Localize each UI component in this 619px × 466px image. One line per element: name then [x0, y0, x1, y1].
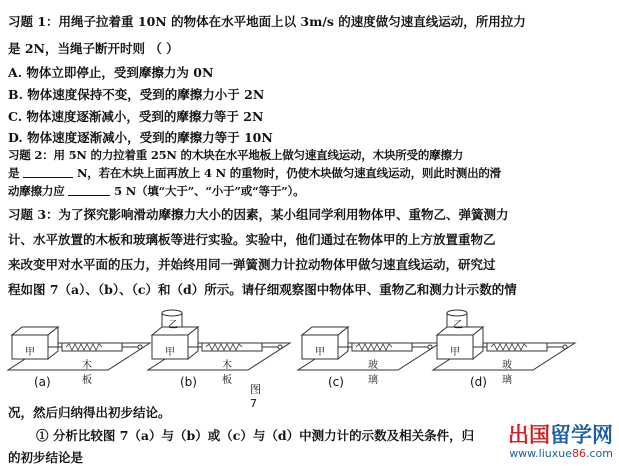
exercise2-line2-start: 是: [8, 166, 20, 180]
option-b: B. 物体速度保持不变，受到的摩擦力小于 2N: [8, 87, 265, 102]
exercise3-line5: 况，然后归纳得出初步结论。: [8, 405, 171, 420]
watermark-main-a: 出国: [508, 423, 550, 447]
panel-label: (d): [470, 375, 487, 389]
block-label: 甲: [25, 347, 35, 358]
watermark-url-c: .com: [586, 447, 613, 460]
block-jia: [12, 327, 58, 359]
surface-label: 木板: [222, 360, 232, 386]
exercise3-line6: ① 分析比较图 7（a）与（b）或（c）与（d）中测力计的示数及相关条件，归: [36, 428, 475, 443]
exercise3-line3: 来改变甲对水平面的压力，并始终用同一弹簧测力计拉动物体甲做匀速直线运动，研究过: [8, 257, 496, 272]
figure-caption: 图 7: [250, 383, 261, 410]
watermark-url[interactable]: [509, 447, 613, 460]
exercise2-line2-end: N，若在木块上面再放上 4 N 的重物时，仍使木块做匀速直线运动，则此时测出的滑: [76, 166, 501, 180]
surface-label: 玻璃: [502, 360, 512, 386]
watermark-url-a: www.liuxue: [509, 447, 572, 460]
option-c: C. 物体速度逐渐减小，受到的摩擦力等于 2N: [8, 109, 264, 124]
panel-label: (b): [180, 375, 197, 389]
exercise2-line1: 习题 2：用 5N 的力拉着重 25N 的木块在水平地板上做匀速直线运动，木块所受的摩擦力: [8, 148, 464, 162]
panel-label: (a): [34, 375, 51, 389]
exercise3-line4: 程如图 7（a）、（b）、（c）和（d）所示。请仔细观察图中物体甲、重物乙和测力计示数的情: [8, 282, 517, 297]
option-a: A. 物体立即停止，受到摩擦力为 0N: [8, 65, 214, 80]
block-label: 甲: [450, 347, 460, 358]
exercise2-line2: [8, 165, 501, 181]
watermark-logo: [508, 419, 613, 449]
weight-label: 乙: [453, 320, 463, 331]
surface-label: 木板: [82, 360, 92, 386]
watermark-main-b: 留学网: [550, 423, 613, 447]
figure-7-drawing: [0, 305, 619, 395]
answer-blank-2[interactable]: [68, 184, 110, 196]
block-jia: [302, 327, 348, 359]
answer-blank-1[interactable]: [23, 166, 73, 178]
watermark-url-b: 86: [572, 447, 586, 460]
exercise2-line3-end: 5 N（填“大于”、“小于”或“等于”）。: [114, 184, 305, 198]
block-label: 甲: [165, 347, 175, 358]
exercise1-line2: 是 2N，当绳子断开时则 （ ）: [8, 41, 179, 56]
surface-label: 玻璃: [368, 360, 378, 386]
exercise3-line1: 习题 3：为了探究影响滑动摩擦力大小的因素，某小组同学利用物体甲、重物乙、弹簧测力: [8, 207, 509, 222]
panel-label: (c): [328, 375, 344, 389]
exercise2-line3: [8, 183, 304, 199]
exercise1-line1: 习题 1：用绳子拉着重 10N 的物体在水平地面上以 3m/s 的速度做匀速直线运动，所用拉力: [8, 14, 526, 29]
option-d: D. 物体速度逐渐减小，受到的摩擦力等于 10N: [8, 130, 273, 145]
exercise2-line3-start: 动摩擦力应: [8, 184, 65, 198]
block-jia: [437, 327, 483, 359]
block-jia: [152, 327, 198, 359]
exercise3-line2: 计、水平放置的木板和玻璃板等进行实验。实验中，他们通过在物体甲的上方放置重物乙: [8, 232, 496, 247]
block-label: 甲: [315, 347, 325, 358]
exercise3-line7: 的初步结论是: [8, 450, 84, 465]
weight-label: 乙: [168, 320, 178, 331]
